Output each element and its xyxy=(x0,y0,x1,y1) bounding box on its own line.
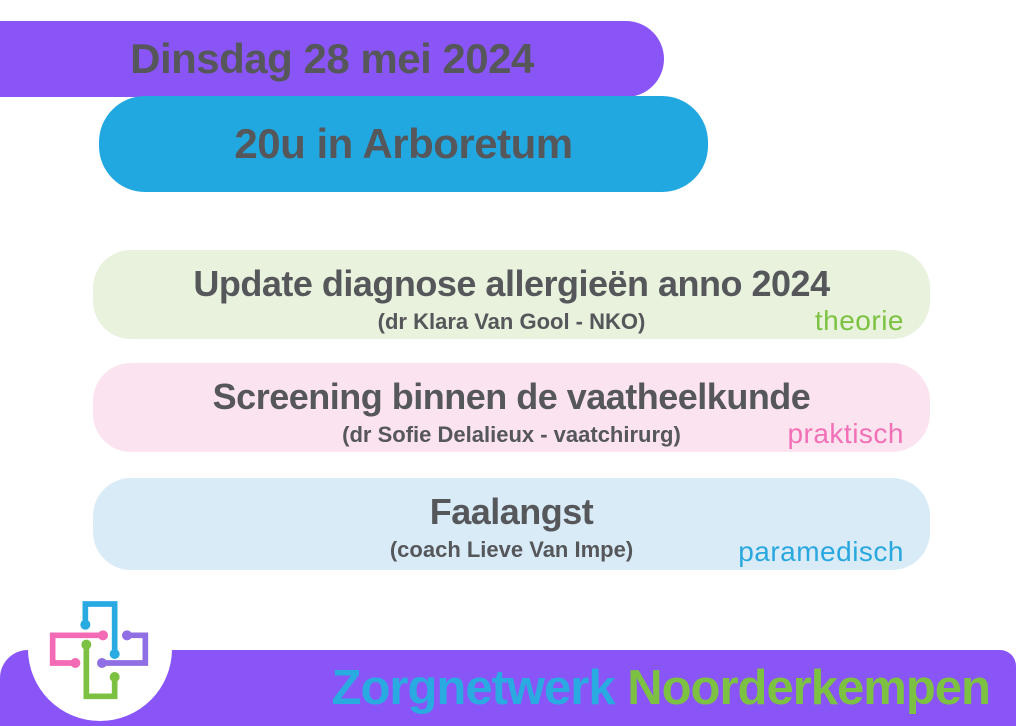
session-speaker: (coach Lieve Van Impe) xyxy=(389,537,634,563)
session-title: Update diagnose allergieën anno 2024 xyxy=(193,263,830,304)
session-speaker: (dr Klara Van Gool - NKO) xyxy=(377,309,646,335)
session-title: Faalangst xyxy=(429,491,594,532)
zorgnetwerk-cross-logo-icon xyxy=(42,598,162,718)
brand-space xyxy=(615,661,628,715)
session-tag: praktisch xyxy=(787,418,904,449)
event-date: Dinsdag 28 mei 2024 xyxy=(130,35,534,82)
session-title: Screening binnen de vaatheelkunde xyxy=(212,376,811,417)
date-banner xyxy=(0,21,664,97)
brand-name xyxy=(332,660,990,716)
session-card-2 xyxy=(93,363,930,452)
event-time-location: 20u in Arboretum xyxy=(234,120,573,167)
session-card-1 xyxy=(93,250,930,339)
session-card-3 xyxy=(93,478,930,570)
time-location-banner xyxy=(99,96,708,192)
session-tag: theorie xyxy=(814,305,904,336)
brand-zorgnetwerk: Zorgnetwerk xyxy=(331,661,615,715)
session-tag: paramedisch xyxy=(738,536,904,567)
brand-noorderkempen: Noorderkempen xyxy=(627,661,990,715)
session-speaker: (dr Sofie Delalieux - vaatchirurg) xyxy=(342,422,681,448)
